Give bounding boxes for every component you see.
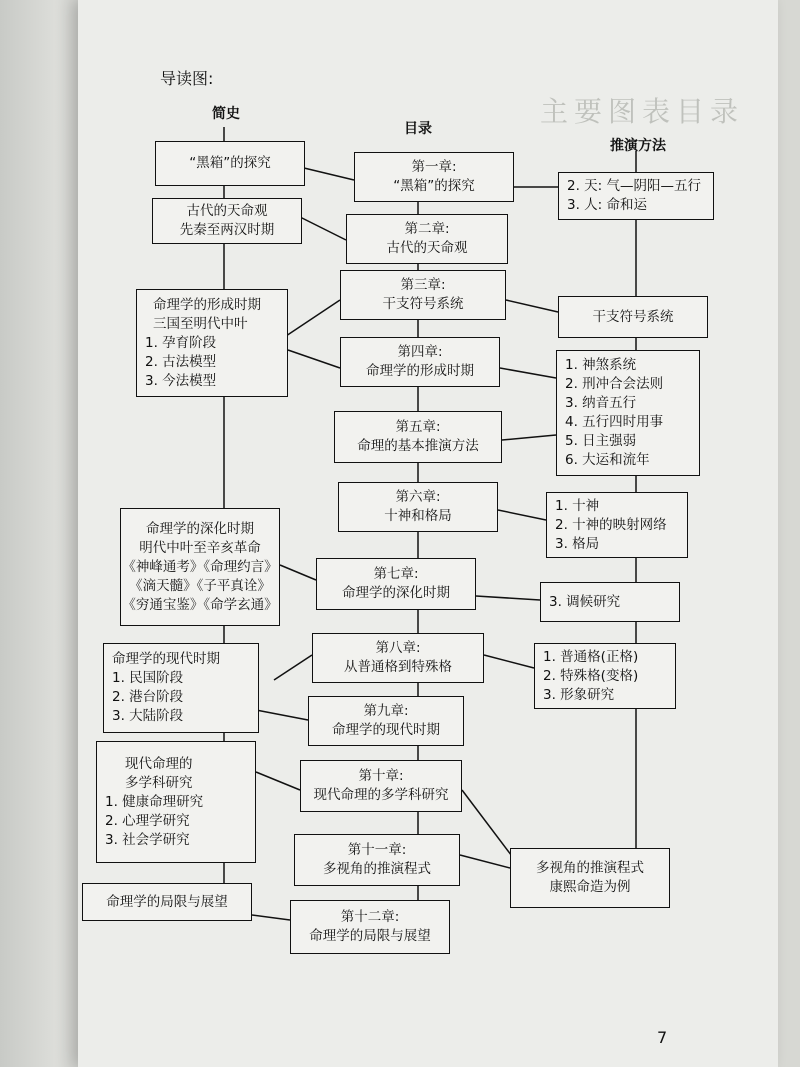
page-number: 7 xyxy=(657,1028,668,1047)
chapter-1-box: 第一章: “黑箱”的探究 xyxy=(354,152,514,202)
method-box-1: 2. 天: 气—阴阳—五行 3. 人: 命和运 xyxy=(558,172,714,220)
chapter-2-box: 第二章: 古代的天命观 xyxy=(346,214,508,264)
history-box-2: 古代的天命观 先秦至两汉时期 xyxy=(152,198,302,244)
method-box-2: 干支符号系统 xyxy=(558,296,708,338)
bleed-through-heading: 主要图表目录 xyxy=(540,95,745,128)
column-header-method: 推演方法 xyxy=(610,138,666,154)
history-box-7: 命理学的局限与展望 xyxy=(82,883,252,921)
history-box-6: 现代命理的 多学科研究 1. 健康命理研究 2. 心理学研究 3. 社会学研究 xyxy=(96,741,256,863)
history-box-4: 命理学的深化时期 明代中叶至辛亥革命 《神峰通考》《命理约言》 《滴天髓》《子平真诠》 《穷通宝鉴》《命学玄通》 xyxy=(120,508,280,626)
method-box-6: 1. 普通格(正格) 2. 特殊格(变格) 3. 形象研究 xyxy=(534,643,676,709)
chapter-4-box: 第四章: 命理学的形成时期 xyxy=(340,337,500,387)
chapter-7-box: 第七章: 命理学的深化时期 xyxy=(316,558,476,610)
method-box-3: 1. 神煞系统 2. 刑冲合会法则 3. 纳音五行 4. 五行四时用事 5. 日主强弱 6. 大运和流年 xyxy=(556,350,700,476)
chapter-9-box: 第九章: 命理学的现代时期 xyxy=(308,696,464,746)
chapter-5-box: 第五章: 命理的基本推演方法 xyxy=(334,411,502,463)
column-header-history: 简史 xyxy=(212,106,240,122)
chapter-11-box: 第十一章: 多视角的推演程式 xyxy=(294,834,460,886)
method-box-4: 1. 十神 2. 十神的映射网络 3. 格局 xyxy=(546,492,688,558)
chapter-12-box: 第十二章: 命理学的局限与展望 xyxy=(290,900,450,954)
diagram-title: 导读图: xyxy=(160,69,214,88)
chapter-6-box: 第六章: 十神和格局 xyxy=(338,482,498,532)
history-box-3: 命理学的形成时期 三国至明代中叶 1. 孕育阶段 2. 古法模型 3. 今法模型 xyxy=(136,289,288,397)
history-box-1: “黑箱”的探究 xyxy=(155,141,305,186)
chapter-8-box: 第八章: 从普通格到特殊格 xyxy=(312,633,484,683)
chapter-10-box: 第十章: 现代命理的多学科研究 xyxy=(300,760,462,812)
column-header-contents: 目录 xyxy=(404,121,432,137)
method-box-7: 多视角的推演程式 康熙命造为例 xyxy=(510,848,670,908)
history-box-5: 命理学的现代时期 1. 民国阶段 2. 港台阶段 3. 大陆阶段 xyxy=(103,643,259,733)
method-box-5: 3. 调候研究 xyxy=(540,582,680,622)
chapter-3-box: 第三章: 干支符号系统 xyxy=(340,270,506,320)
